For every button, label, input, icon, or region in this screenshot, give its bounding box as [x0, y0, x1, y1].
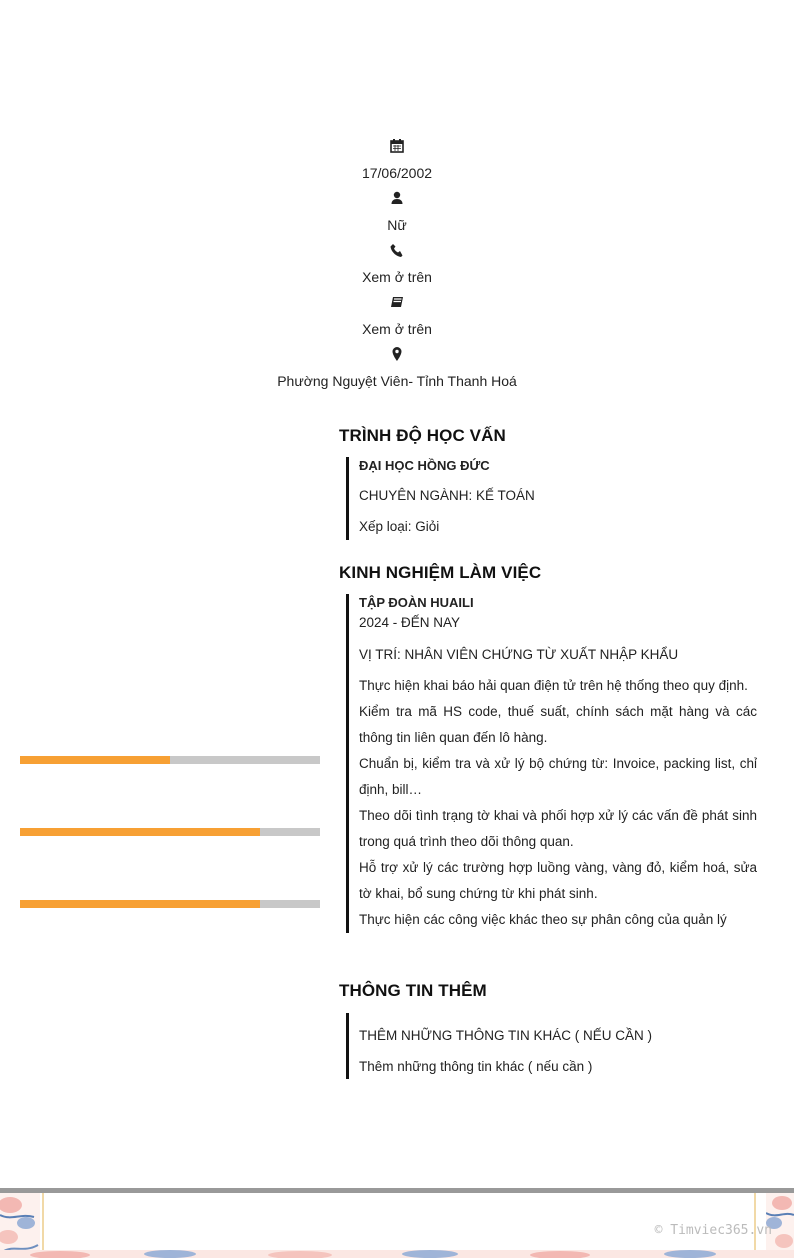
envelope-icon — [389, 294, 405, 310]
school-name: ĐẠI HỌC HỒNG ĐỨC — [359, 458, 490, 473]
experience-block — [346, 594, 757, 933]
copyright-text: © Timviec365.vn — [654, 1223, 772, 1238]
duty-item: Chuẩn bị, kiểm tra và xử lý bộ chứng từ: Invoice, packing list, chỉ định, bill… — [359, 756, 757, 797]
phone-value: Xem ở trên — [362, 269, 432, 285]
address-value: Phường Nguyệt Viên- Tỉnh Thanh Hoá — [277, 373, 517, 389]
footer — [0, 1193, 794, 1258]
duty-item: Theo dõi tình trạng tờ khai và phối hợp xử lý các vấn đề phát sinh trong quá trình theo dõi thông quan. — [359, 808, 757, 849]
map-marker-icon — [389, 346, 405, 362]
skill-bar-fill — [20, 900, 260, 908]
address-row — [0, 346, 794, 390]
education-block — [346, 457, 757, 540]
education-major: CHUYÊN NGÀNH: KẾ TOÁN — [359, 488, 535, 503]
extra-line-1: THÊM NHỮNG THÔNG TIN KHÁC ( NẾU CẦN ) — [359, 1028, 653, 1043]
skill-bar — [20, 756, 320, 764]
education-heading: TRÌNH ĐỘ HỌC VẤN — [339, 426, 506, 445]
duty-item: Kiểm tra mã HS code, thuế suất, chính sách mặt hàng và các thông tin liên quan đến lô hàng. — [359, 704, 757, 745]
duty-item: Thực hiện khai báo hải quan điện tử trên hệ thống theo quy định. — [359, 678, 748, 693]
footer-frame — [42, 1193, 756, 1253]
floral-decoration-left — [0, 1193, 40, 1258]
skill-bar-fill — [20, 756, 170, 764]
extra-line-2: Thêm những thông tin khác ( nếu cần ) — [359, 1059, 593, 1074]
duty-list — [359, 673, 757, 933]
extra-heading: THÔNG TIN THÊM — [339, 981, 487, 1000]
experience-period: 2024 - ĐẾN NAY — [359, 615, 461, 630]
dob-value: 17/06/2002 — [361, 165, 433, 181]
dob-row — [0, 138, 794, 182]
skill-bar — [20, 828, 320, 836]
education-rank: Xếp loại: Giỏi — [359, 519, 440, 534]
experience-heading: KINH NGHIỆM LÀM VIỆC — [339, 563, 542, 582]
email-value: Xem ở trên — [362, 321, 432, 337]
user-icon — [389, 190, 405, 206]
floral-strip-bottom — [0, 1250, 794, 1258]
phone-icon — [389, 242, 405, 258]
phone-row — [0, 242, 794, 286]
calendar-icon — [389, 138, 405, 154]
experience-position: VỊ TRÍ: NHÂN VIÊN CHỨNG TỪ XUẤT NHẬP KHẨU — [359, 647, 679, 662]
extra-block — [346, 1013, 757, 1079]
skill-bar-fill — [20, 828, 260, 836]
company-name: TẬP ĐOÀN HUAILI — [359, 595, 474, 610]
gender-row — [0, 190, 794, 234]
duty-item: Thực hiện các công việc khác theo sự phân công của quản lý — [359, 912, 727, 927]
email-row — [0, 294, 794, 338]
skill-bar — [20, 900, 320, 908]
duty-item: Hỗ trợ xử lý các trường hợp luồng vàng, vàng đỏ, kiểm hoá, sửa tờ khai, bổ sung chứng từ khi phát sinh. — [359, 860, 757, 901]
gender-value: Nữ — [387, 217, 407, 233]
